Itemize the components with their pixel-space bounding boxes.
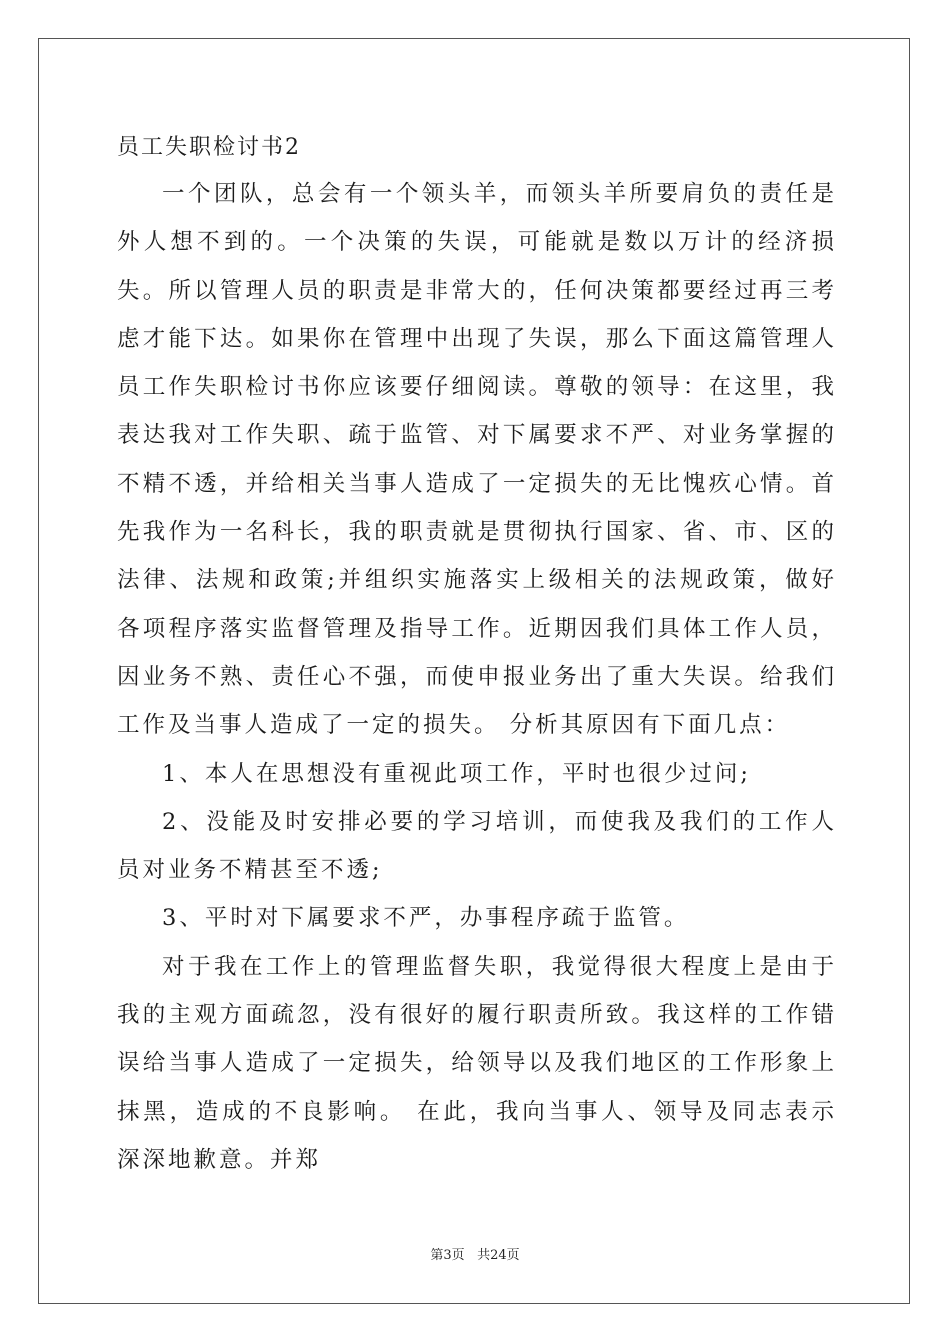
paragraph-point-1: 1、本人在思想没有重视此项工作，平时也很少过问; — [162, 760, 751, 787]
paragraph-point-2: 2、没能及时安排必要的学习培训，而使我及我们的工作人员对业务不精甚至不透; — [117, 808, 837, 884]
page-number: 第3页 — [430, 1248, 465, 1263]
paragraph-intro: 一个团队，总会有一个领头羊，而领头羊所要肩负的责任是外人想不到的。一个决策的失误，可能就是数以万计的经济损失。所以管理人员的职责是非常大的，任何决策都要经过再三考虑才能下达。如果你在管理中出现了失误，那么下面这篇管理人员工作失职检讨书你应该要仔细阅读。尊敬的领导：在这里，我表达我对工作失职、疏于监管、对下属要求不严、对业务掌握的不精不透，并给相关当事人造成了一定损失的无比愧疚心情。首先我作为一名科长，我的职责就是贯彻执行国家、省、市、区的法律、法规和政策;并组织实施落实上级相关的法规政策，做好各项程序落实监督管理及指导工作。近期因我们具体工作人员，因业务不熟、责任心不强，而使申报业务出了重大失误。给我们工作及当事人造成了一定的损失。 分析其原因有下面几点： — [117, 181, 837, 739]
paragraph-conclusion: 对于我在工作上的管理监督失职，我觉得很大程度上是由于我的主观方面疏忽，没有很好的履行职责所致。我这样的工作错误给当事人造成了一定损失，给领导以及我们地区的工作形象上抹黑，造成的不良影响。 在此，我向当事人、领导及同志表示深深地歉意。并郑 — [117, 953, 837, 1173]
document-title: 员工失职检讨书2 — [117, 135, 301, 160]
page-total: 共24页 — [477, 1248, 520, 1263]
page-footer — [0, 1244, 950, 1263]
document-body — [117, 126, 837, 1184]
paragraph-point-3: 3、平时对下属要求不严，办事程序疏于监管。 — [162, 905, 690, 932]
